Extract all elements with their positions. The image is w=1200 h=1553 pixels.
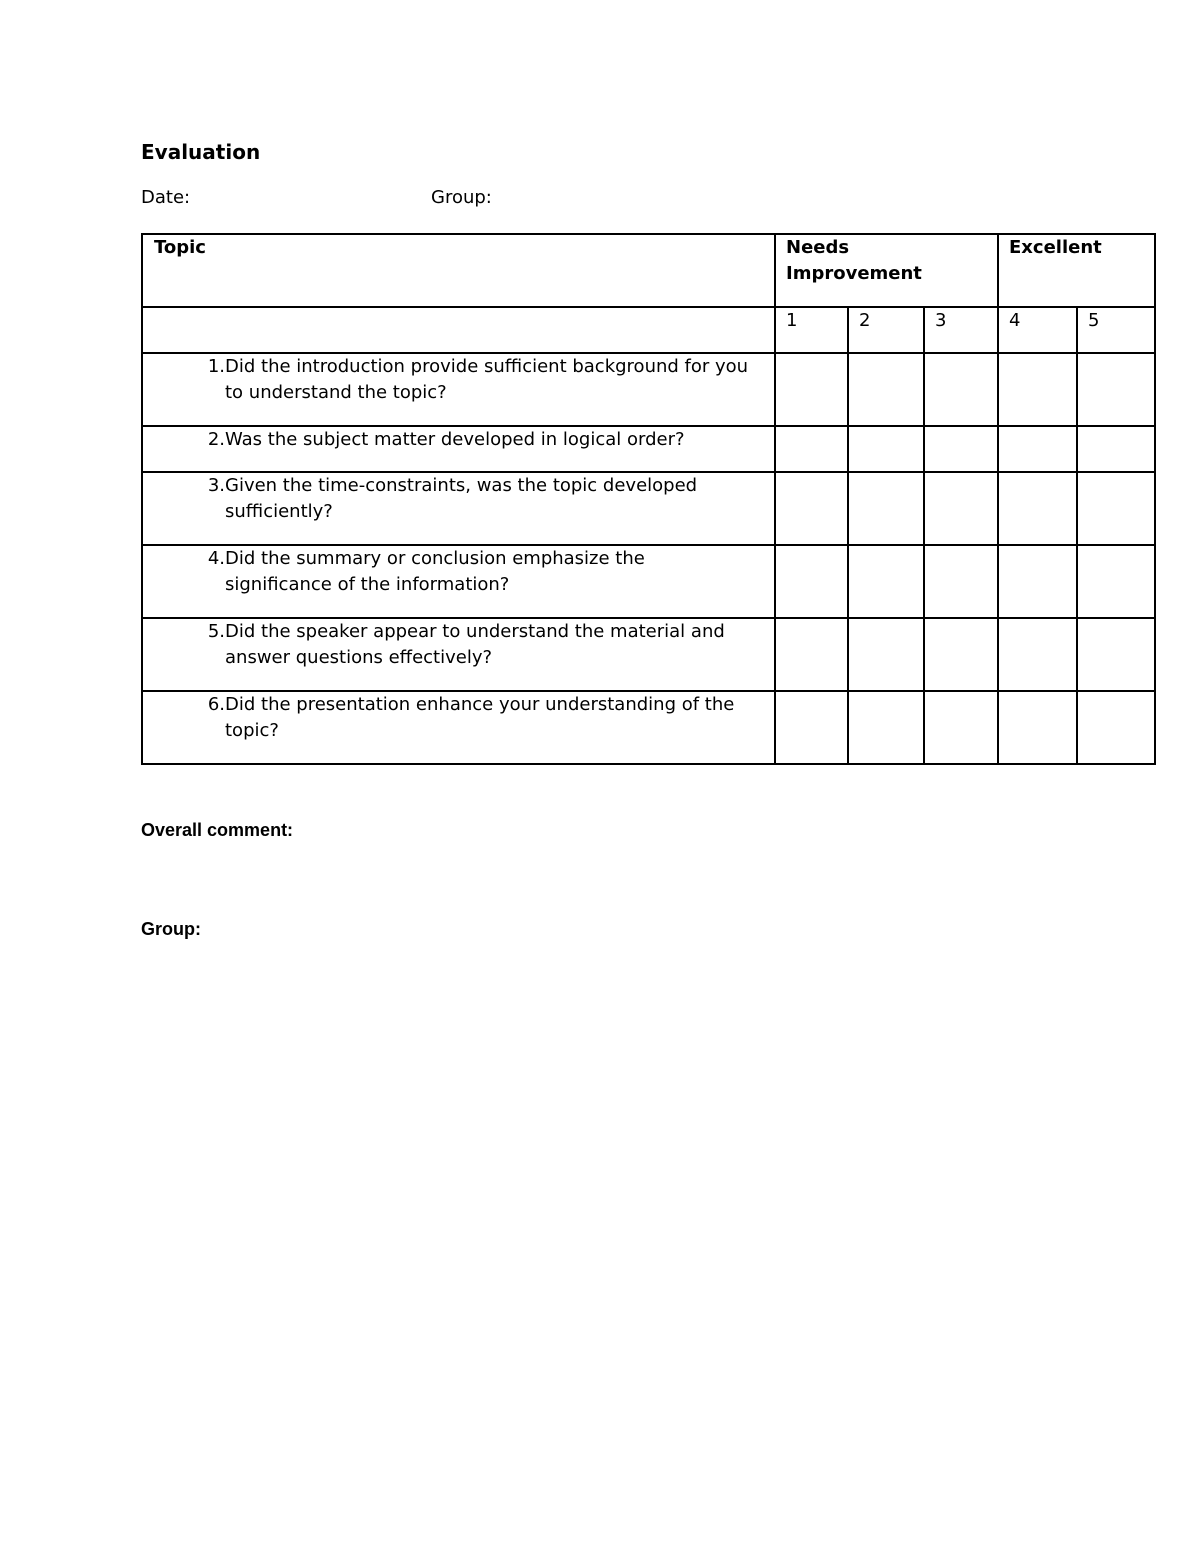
question-cell [142,618,775,691]
question-row [142,472,1155,545]
rating-cell-5[interactable] [1077,472,1155,545]
rating-cell-2[interactable] [848,618,924,691]
scale-4: 4 [1009,310,1021,331]
rating-cell-2[interactable] [848,472,924,545]
scale-2: 2 [859,310,871,331]
question-number: 2. [207,429,225,450]
question-cell [142,353,775,426]
rating-cell-4[interactable] [998,545,1077,618]
scale-cell [924,307,998,353]
rating-cell-1[interactable] [775,691,848,764]
rating-cell-1[interactable] [775,353,848,426]
header-row [142,234,1155,307]
rating-cell-3[interactable] [924,426,998,472]
rating-cell-5[interactable] [1077,353,1155,426]
question-row [142,353,1155,426]
question-cell [142,545,775,618]
scale-3: 3 [935,310,947,331]
question-number: 5. [207,621,225,642]
rating-cell-5[interactable] [1077,426,1155,472]
rating-cell-2[interactable] [848,545,924,618]
date-label: Date: [141,187,191,208]
question-text: Did the presentation enhance your understanding of the topic? [225,694,735,741]
rating-cell-4[interactable] [998,426,1077,472]
excellent-header-cell [998,234,1155,307]
needs-improvement-header-cell [775,234,998,307]
rating-cell-3[interactable] [924,618,998,691]
question-text: Was the subject matter developed in logical order? [225,429,685,450]
rating-cell-4[interactable] [998,618,1077,691]
question-text: Given the time-constraints, was the topic developed sufficiently? [225,475,698,522]
scale-blank-cell [142,307,775,353]
rating-cell-1[interactable] [775,426,848,472]
rating-cell-3[interactable] [924,472,998,545]
rating-cell-3[interactable] [924,691,998,764]
rating-cell-2[interactable] [848,691,924,764]
question-row [142,691,1155,764]
needs-improvement-header: Needs Improvement [786,237,922,284]
question-row [142,426,1155,472]
question-row [142,545,1155,618]
rating-cell-1[interactable] [775,545,848,618]
rating-cell-2[interactable] [848,426,924,472]
group-label: Group: [431,187,492,208]
question-text: Did the summary or conclusion emphasize the significance of the information? [225,548,645,595]
question-row [142,618,1155,691]
rating-cell-5[interactable] [1077,545,1155,618]
evaluation-table [141,233,1156,765]
question-cell [142,472,775,545]
rating-cell-3[interactable] [924,545,998,618]
topic-header-cell [142,234,775,307]
rating-cell-4[interactable] [998,691,1077,764]
rating-cell-5[interactable] [1077,691,1155,764]
rating-cell-4[interactable] [998,472,1077,545]
topic-header: Topic [154,237,206,258]
rating-cell-2[interactable] [848,353,924,426]
rating-cell-4[interactable] [998,353,1077,426]
scale-5: 5 [1088,310,1100,331]
rating-cell-3[interactable] [924,353,998,426]
overall-comment-label: Overall comment: [141,820,294,840]
scale-1: 1 [786,310,798,331]
question-text: Did the speaker appear to understand the material and answer questions effectively? [225,621,725,668]
scale-cell [848,307,924,353]
question-number: 1. [207,356,225,377]
question-number: 4. [207,548,225,569]
excellent-header: Excellent [1009,237,1102,258]
scale-cell [1077,307,1155,353]
rating-cell-1[interactable] [775,618,848,691]
page-title: Evaluation [141,140,261,164]
question-cell [142,691,775,764]
question-number: 6. [207,694,225,715]
scale-row [142,307,1155,353]
rating-cell-1[interactable] [775,472,848,545]
question-text: Did the introduction provide sufficient background for you to understand the topic? [225,356,749,403]
rating-cell-5[interactable] [1077,618,1155,691]
footer-group-label: Group: [141,919,201,939]
question-cell [142,426,775,472]
scale-cell [775,307,848,353]
scale-cell [998,307,1077,353]
question-number: 3. [207,475,225,496]
